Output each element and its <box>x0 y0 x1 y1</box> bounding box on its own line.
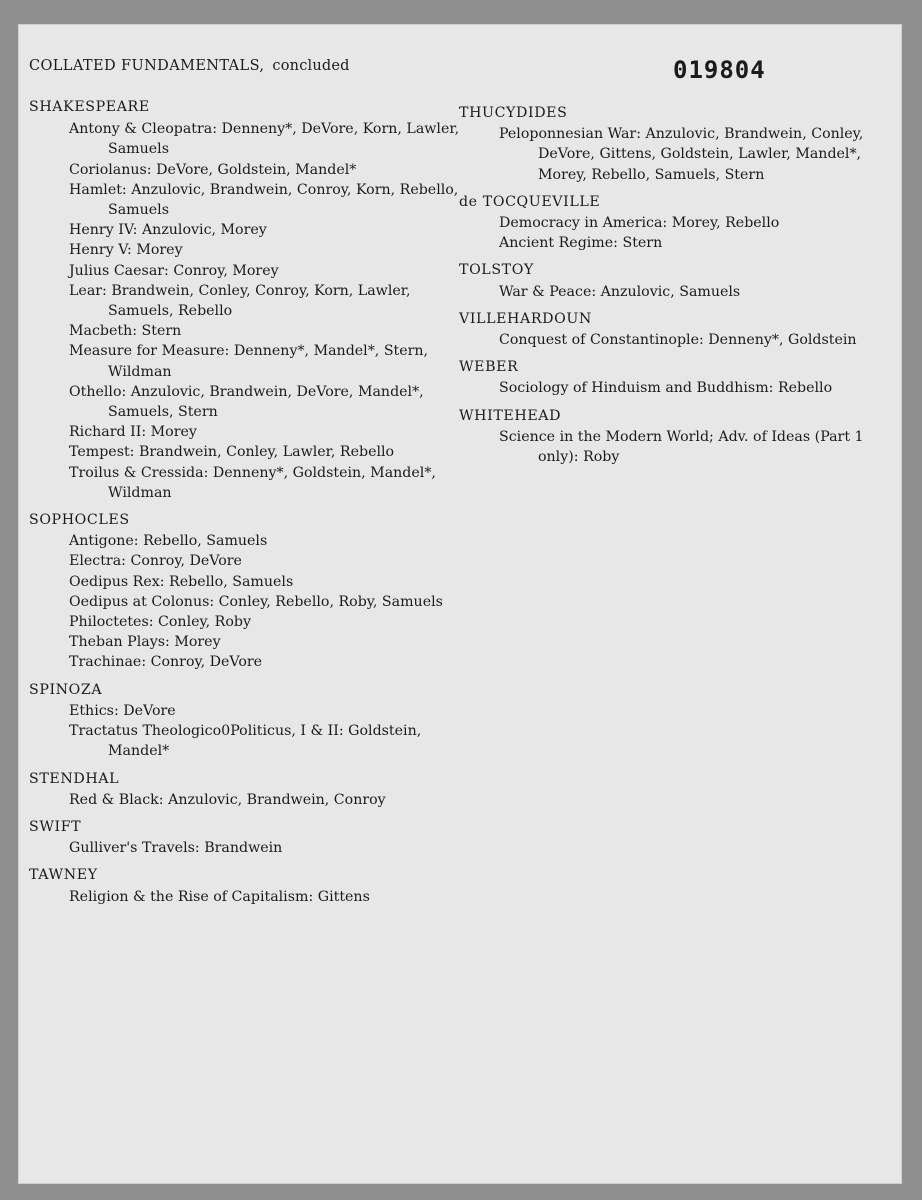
work-title: Oedipus Rex: <box>69 573 165 590</box>
author-heading: STENDHAL <box>29 770 120 787</box>
student-names: Stern <box>622 235 663 252</box>
student-names: DeVore <box>123 702 176 719</box>
student-names: Morey, Rebello <box>671 215 780 232</box>
work-title: Coriolanus: <box>69 161 152 178</box>
author-section <box>29 97 469 503</box>
student-names: Stern <box>141 323 182 340</box>
author-section <box>29 769 469 810</box>
student-names: Anzulovic, Brandwein, Conley, DeVore, Gittens, Goldstein, Lawler, Mandel*, Morey, Rebello, Samuels, Stern <box>538 126 864 183</box>
work-title: Tractatus Theologico0Politicus, I & II: <box>69 723 344 740</box>
work-title: Sociology of Hinduism and Buddhism: <box>499 380 774 397</box>
work-entry <box>29 551 469 571</box>
student-names: Morey <box>174 634 221 651</box>
work-entry <box>29 341 469 381</box>
work-title: Philoctetes: <box>69 614 154 631</box>
student-names: Rebello, Samuels <box>169 573 294 590</box>
author-heading: de TOCQUEVILLE <box>459 193 601 210</box>
work-title: Henry IV: <box>69 222 138 239</box>
student-names: Morey <box>136 242 183 259</box>
author-section <box>459 357 879 398</box>
student-names: Conroy, DeVore <box>130 553 242 570</box>
page-title: COLLATED FUNDAMENTALS, <box>29 58 265 74</box>
author-section <box>459 406 879 468</box>
work-title: Measure for Measure: <box>69 343 230 360</box>
work-title: Antony & Cleopatra: <box>69 121 218 138</box>
work-entry <box>29 463 469 503</box>
author-section <box>29 865 469 906</box>
work-title: Democracy in America: <box>499 215 668 232</box>
work-title: Henry V: <box>69 242 132 259</box>
work-entry <box>29 321 469 341</box>
student-names: DeVore, Goldstein, Mandel* <box>156 161 357 178</box>
work-entry <box>29 281 469 321</box>
student-names: Anzulovic, Brandwein, DeVore, Mandel*, Samuels, Stern <box>108 383 424 421</box>
student-names: Denneny*, Goldstein, Mandel*, Wildman <box>108 464 436 501</box>
author-heading: TAWNEY <box>29 867 98 884</box>
left-column <box>29 97 469 914</box>
student-names: Anzulovic, Brandwein, Conroy <box>168 791 386 808</box>
work-entry <box>459 282 879 302</box>
student-names: Rebello, Samuels <box>143 533 268 550</box>
work-title: Othello: <box>69 383 127 400</box>
work-entry <box>29 632 469 652</box>
page-header <box>29 58 350 74</box>
work-title: Tempest: <box>69 444 135 461</box>
student-names: Conroy, DeVore <box>150 654 263 671</box>
work-entry <box>29 180 469 220</box>
work-title: Ethics: <box>69 702 119 719</box>
work-title: Ancient Regime: <box>499 235 618 252</box>
work-entry <box>29 612 469 632</box>
work-entry <box>29 592 469 612</box>
work-title: Richard II: <box>69 424 147 441</box>
work-title: War & Peace: <box>499 283 597 300</box>
author-heading: SWIFT <box>29 818 82 835</box>
author-section <box>459 260 879 301</box>
work-entry <box>29 240 469 260</box>
right-column <box>459 103 879 474</box>
student-names: Brandwein <box>204 840 283 857</box>
work-entry <box>459 233 879 253</box>
work-title: Julius Caesar: <box>69 262 169 279</box>
work-entry <box>29 838 469 858</box>
student-names: Anzulovic, Brandwein, Conroy, Korn, Rebello, Samuels <box>108 181 459 219</box>
student-names: Brandwein, Conley, Lawler, Rebello <box>138 444 395 461</box>
author-heading: SOPHOCLES <box>29 512 130 529</box>
student-names: Conley, Rebello, Roby, Samuels <box>218 593 443 610</box>
work-entry <box>29 382 469 422</box>
student-names: Anzulovic, Samuels <box>600 283 741 300</box>
author-heading: WHITEHEAD <box>459 407 562 424</box>
work-title: Red & Black: <box>69 791 164 808</box>
work-entry <box>29 422 469 442</box>
author-heading: THUCYDIDES <box>459 105 568 121</box>
student-names: Denneny*, Goldstein <box>708 332 857 349</box>
work-entry <box>29 652 469 672</box>
work-title: Hamlet: <box>69 181 127 198</box>
work-entry <box>29 220 469 240</box>
work-entry <box>29 261 469 281</box>
student-names: Conley, Roby <box>158 614 251 631</box>
work-entry <box>29 790 469 810</box>
work-title: Peloponnesian War: <box>499 126 641 143</box>
work-entry <box>459 378 879 398</box>
document-number: 019804 <box>673 56 766 84</box>
author-section <box>29 510 469 673</box>
student-names: Roby <box>583 449 620 466</box>
author-section <box>29 680 469 762</box>
student-names: Denneny*, DeVore, Korn, Lawler, Samuels <box>108 121 460 158</box>
author-section <box>459 309 879 350</box>
student-names: Rebello <box>777 380 833 397</box>
author-heading: SPINOZA <box>29 681 103 698</box>
student-names: Morey <box>150 424 197 441</box>
work-entry <box>29 701 469 721</box>
student-names: Denneny*, Mandel*, Stern, Wildman <box>108 343 429 380</box>
work-entry <box>29 721 469 761</box>
work-title: Troilus & Cressida: <box>69 464 209 481</box>
author-section <box>459 103 879 185</box>
work-entry <box>29 160 469 180</box>
work-title: Oedipus at Colonus: <box>69 593 215 610</box>
work-entry <box>459 330 879 350</box>
author-heading: WEBER <box>459 359 519 376</box>
page-subtitle: concluded <box>272 58 350 74</box>
work-title: Antigone: <box>69 533 139 550</box>
author-section <box>459 192 879 254</box>
work-title: Macbeth: <box>69 323 138 340</box>
work-title: Science in the Modern World; Adv. of Ideas (Part 1 only): <box>499 428 864 466</box>
student-names: Conroy, Morey <box>173 262 279 279</box>
student-names: Anzulovic, Morey <box>141 222 267 239</box>
work-title: Conquest of Constantinople: <box>499 332 704 349</box>
work-title: Trachinae: <box>69 654 147 671</box>
author-section <box>29 817 469 858</box>
work-entry <box>29 119 469 159</box>
work-entry <box>459 213 879 233</box>
author-heading: TOLSTOY <box>459 262 534 279</box>
work-entry <box>459 427 879 467</box>
work-title: Electra: <box>69 553 126 570</box>
work-entry <box>29 531 469 551</box>
author-heading: VILLEHARDOUN <box>459 310 592 327</box>
work-title: Theban Plays: <box>69 634 170 651</box>
work-entry <box>29 442 469 462</box>
student-names: Gittens <box>317 888 370 905</box>
work-title: Lear: <box>69 282 107 299</box>
work-entry <box>29 887 469 907</box>
work-entry <box>459 124 879 185</box>
work-title: Gulliver's Travels: <box>69 840 200 857</box>
work-entry <box>29 572 469 592</box>
author-heading: SHAKESPEARE <box>29 99 150 115</box>
student-names: Brandwein, Conley, Conroy, Korn, Lawler, Samuels, Rebello <box>108 282 411 320</box>
student-names: Goldstein, Mandel* <box>108 723 422 760</box>
work-title: Religion & the Rise of Capitalism: <box>69 888 314 905</box>
